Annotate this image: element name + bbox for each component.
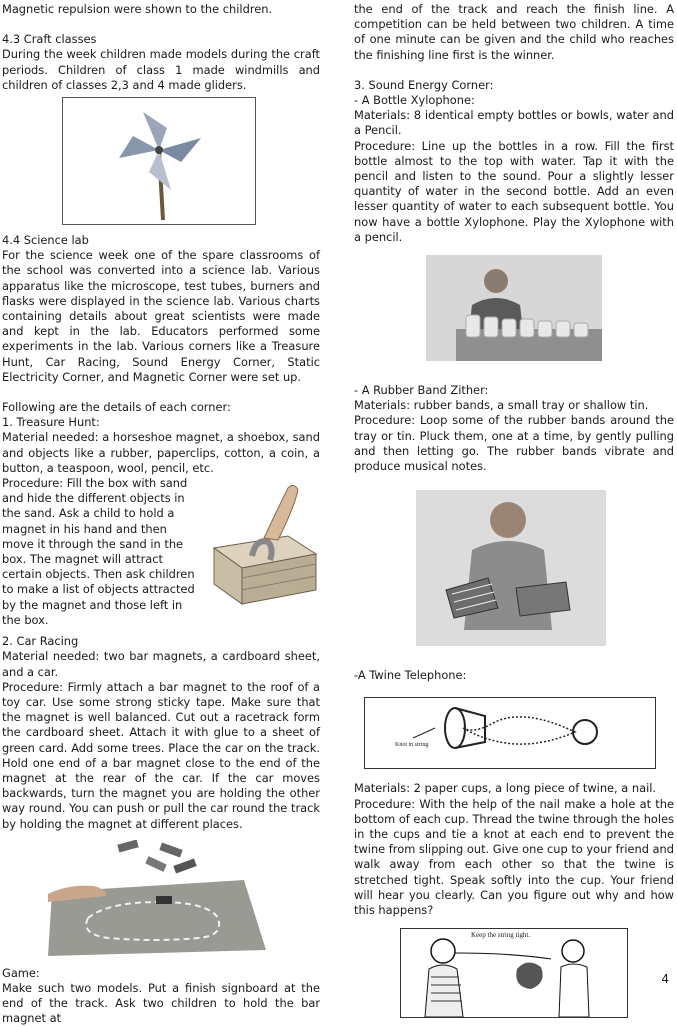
treasure-hunt-procedure: Procedure: Fill the box with sand and hide the different objects in the sand. Ask a child to hold a magnet in his hand and then move it through the sand in the box. The magnet will attract certain objects. Then ask children to make a list of objects attracted by the magnet and those left in the box. bbox=[2, 476, 195, 627]
left-column bbox=[2, 2, 320, 1027]
sound-corner-heading: 3. Sound Energy Corner: bbox=[354, 77, 494, 92]
telephone-procedure: Procedure: With the help of the nail make a hole at the bottom of each cup. Thread the twine through the holes in the cups and tie a knot at each end to prevent the twine from slipping out. Give one cup to your friend and walk away from each other so that the twine is stretched tight. Speak softly into the cup. Your friend will hear you clearly. Can you figure out why and how this happens? bbox=[354, 796, 675, 918]
craft-heading: 4.3 Craft classes bbox=[2, 32, 97, 47]
knot-label: Knot in string bbox=[395, 742, 429, 749]
xylophone-materials: Materials: 8 identical empty bottles or bowls, water and a Pencil. bbox=[354, 108, 674, 138]
science-lab-heading: 4.4 Science lab bbox=[2, 233, 89, 248]
treasure-hunt-heading: 1. Treasure Hunt: bbox=[2, 415, 100, 430]
page-number: 4 bbox=[661, 971, 669, 986]
windmill-image bbox=[62, 97, 256, 225]
telephone-materials: Materials: 2 paper cups, a long piece of twine, a nail. bbox=[354, 781, 657, 796]
bottle-xylophone-image bbox=[426, 255, 602, 361]
xylophone-procedure: Procedure: Line up the bottles in a row. Fill the first bottle almost to the top with water. Tap it with the pencil and listen to the sound. Pour a slightly lesser quantity of water in the second bottle. Add an even lesser quantity of water to each subsequent bottle. You now have a bottle Xylophone. Play the Xylophone with a pencil. bbox=[354, 138, 674, 244]
twine-telephone-diagram bbox=[364, 697, 656, 769]
telephone-children-illustration bbox=[400, 928, 628, 1018]
craft-body: During the week children made models during the craft periods. Children of class 1 made windmills and children of classes 2,3 and 4 made gliders. bbox=[2, 47, 320, 92]
car-racing-heading: 2. Car Racing bbox=[2, 634, 79, 649]
xylophone-title: - A Bottle Xylophone: bbox=[354, 93, 475, 108]
telephone-title: -A Twine Telephone: bbox=[354, 668, 467, 683]
continuation-text: the end of the track and reach the finish line. A competition can be held between two children. A time of one minute can be given and the child who reaches the finishing line first is the winner. bbox=[354, 2, 674, 62]
shoebox-magnet-image bbox=[208, 478, 320, 610]
car-racing-materials: Material needed: two bar magnets, a cardboard sheet, and a car. bbox=[2, 649, 320, 679]
game-heading: Game: bbox=[2, 965, 40, 980]
zither-title: - A Rubber Band Zither: bbox=[354, 383, 489, 398]
intro-line: Magnetic repulsion were shown to the children. bbox=[2, 2, 273, 16]
car-racing-procedure: Procedure: Firmly attach a bar magnet to the roof of a toy car. Use some strong sticky tape. Make sure that the magnet is well balanced. Cut out a racetrack form the cardboard sheet. Attach it with glue to a sheet of green card. Add some trees. Place the car on the track. Hold one end of a bar magnet close to the end of the magnet at the rear of the car. If the car moves backwards, turn the magnet you are holding the other way round. You can push or pull the car round the track by holding the magnet at different places. bbox=[2, 679, 320, 831]
science-lab-body: For the science week one of the spare classrooms of the school was converted into a science lab. Various apparatus like the microscope, test tubes, burners and flasks were displayed in the science lab. Various charts containing details about great scientists were made and kept in the lab. Educators performed some experiments in the lab. Various corners like a Treasure Hunt, Car Racing, Sound Energy Corner, Static Electricity Corner, and Magnetic Corner were set up. bbox=[2, 248, 320, 384]
zither-materials: Materials: rubber bands, a small tray or shallow tin. bbox=[354, 398, 649, 413]
race-track-image bbox=[48, 840, 268, 958]
right-column bbox=[354, 2, 674, 1018]
treasure-hunt-materials: Material needed: a horseshoe magnet, a shoebox, sand and objects like a rubber, paperclips, cotton, a coin, a button, a teaspoon, wool, pencil, etc. bbox=[2, 430, 320, 475]
zither-procedure: Procedure: Loop some of the rubber bands around the tray or tin. Pluck them, one at a time, by gently pulling and then letting go. The rubber bands vibrate and produce musical notes. bbox=[354, 413, 674, 474]
game-body: Make such two models. Put a finish signboard at the end of the track. Ask two children to hold the bar magnet at bbox=[2, 980, 320, 1026]
rubber-band-zither-image bbox=[416, 490, 606, 646]
details-intro: Following are the details of each corner: bbox=[2, 400, 231, 415]
illustration-caption: Keep the string tight. bbox=[471, 931, 531, 940]
